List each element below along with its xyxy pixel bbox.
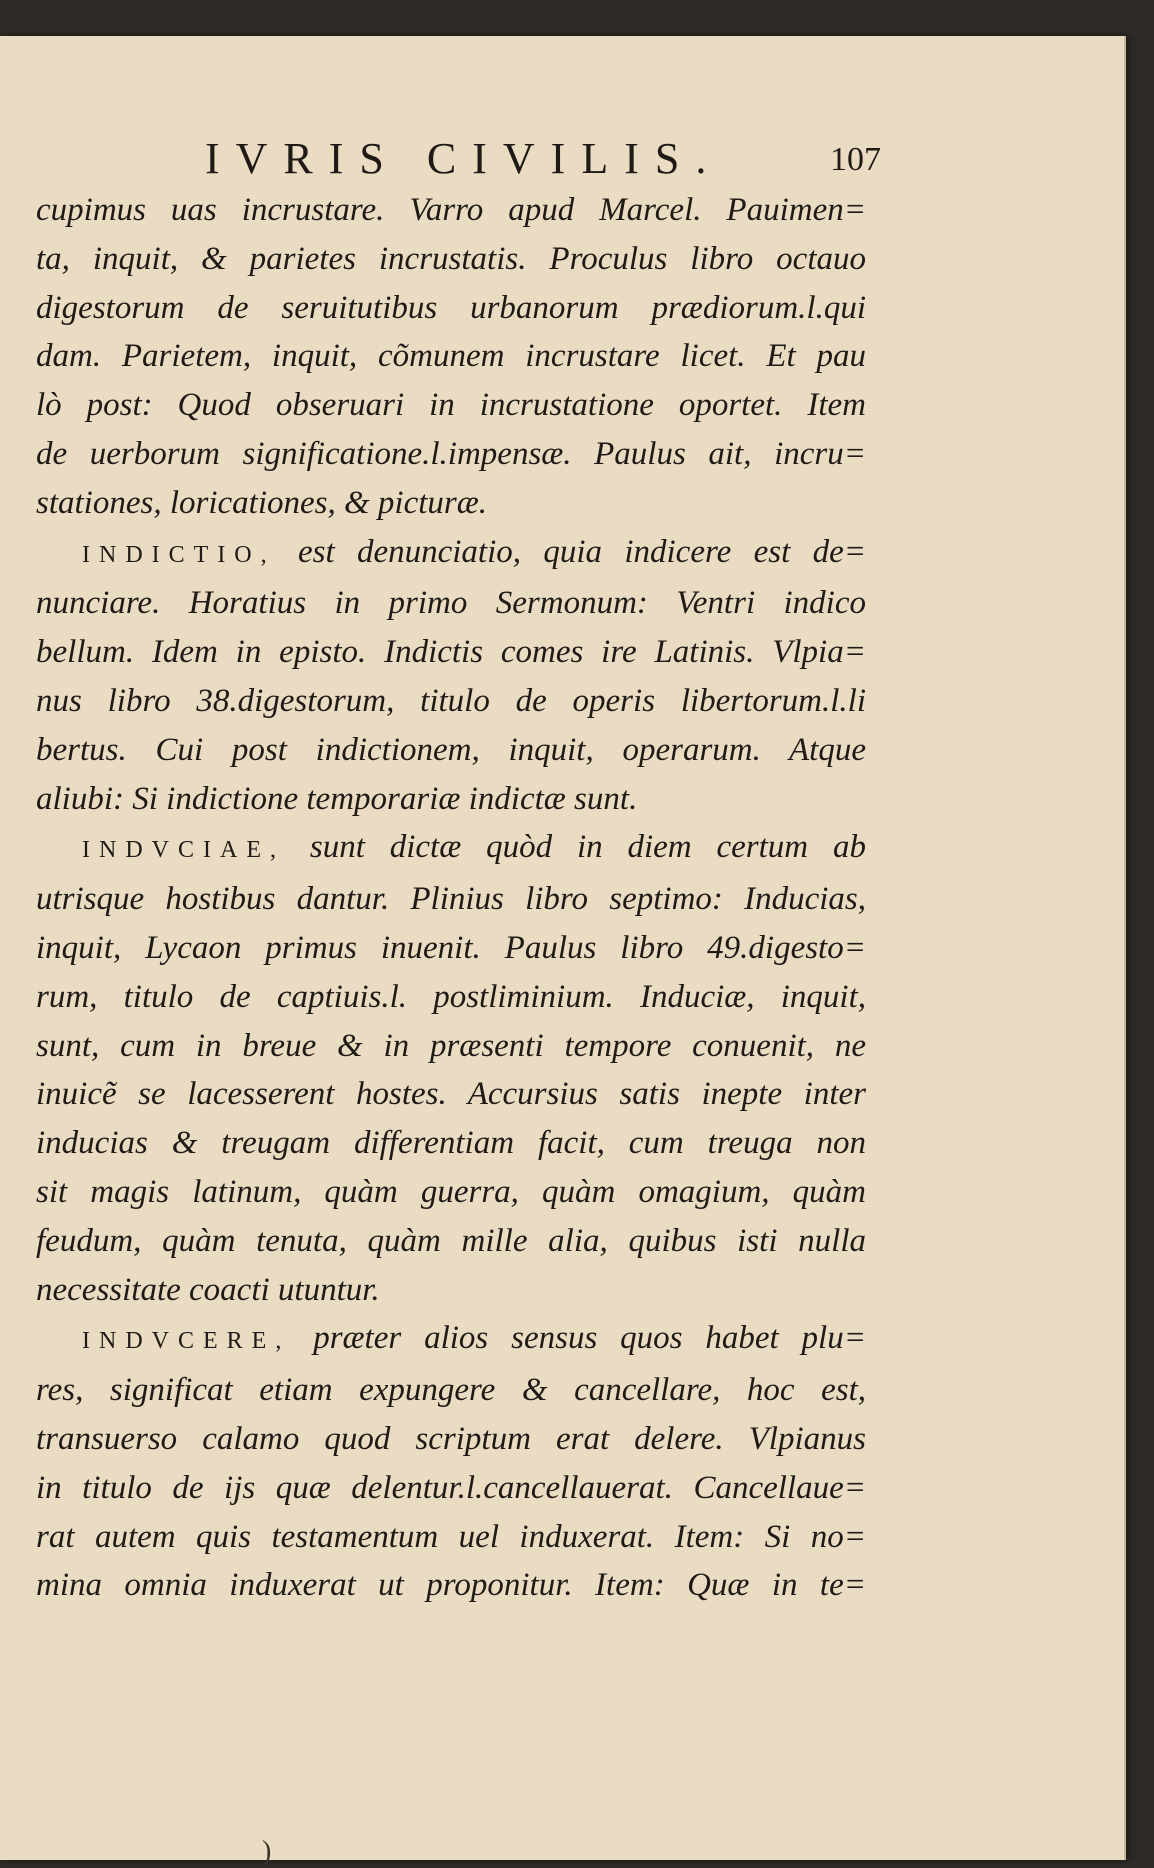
text-line: cupimus uas incrustare. Varro apud Marcel. Pauimen= [36,192,866,228]
entry-first-line [36,528,866,580]
text-line: sunt, cum in breue & in præsenti tempore conuenit, ne [36,1027,866,1064]
text-line: mina omnia induxerat ut proponitur. Item: Quæ in te= [36,1567,866,1604]
text-line: aliubi: Si indictione temporariæ indictæ sunt. [36,780,638,817]
text-line: utrisque hostibus dantur. Plinius libro septimo: Inducias, [36,881,866,918]
entry-headword: INDICTIO, [82,541,276,568]
page-number: 107 [830,141,881,178]
text-line: inducias & treugam differentiam facit, cum treuga non [36,1125,866,1162]
text-line: sit magis latinum, quàm guerra, quàm omagium, quàm [36,1173,866,1210]
entry-first-line [36,823,866,875]
page-header [0,134,1124,184]
margin-mark: ) [262,1836,272,1867]
text-line: bertus. Cui post indictionem, inquit, operarum. Atque [36,731,866,768]
text-line: stationes, loricationes, & picturæ. [36,484,487,521]
text-line-rest: est denunciatio, quia indicere est de= [275,533,866,570]
entry-headword: INDVCIAE, [82,837,285,864]
running-title: IVRIS CIVILIS. [205,134,723,183]
text-line-rest: præter alios sensus quos habet plu= [290,1320,866,1357]
text-line: in titulo de ijs quæ delentur.l.cancellauerat. Cancellaue= [36,1469,866,1506]
body-text [36,186,866,1610]
text-line: res, significat etiam expungere & cancellare, hoc est, [36,1372,866,1409]
text-line: digestorum de seruitutibus urbanorum prædiorum.l.qui [36,289,866,326]
text-line: dam. Parietem, inquit, cõmunem incrustare licet. Et pau [36,338,866,375]
text-line: transuerso calamo quod scriptum erat delere. Vlpianus [36,1420,866,1457]
text-line: nunciare. Horatius in primo Sermonum: Ventri indico [36,585,866,622]
text-line-rest: sunt dictæ quòd in diem certum ab [284,829,866,866]
text-line: lò post: Quod obseruari in incrustatione oportet. Item [36,387,866,424]
text-line: rum, titulo de captiuis.l. postliminium. Induciæ, inquit, [36,978,866,1015]
text-line: nus libro 38.digestorum, titulo de operis libertorum.l.li [36,682,866,719]
text-line: inuicẽ se lacesserent hostes. Accursius satis inepte inter [36,1076,866,1113]
text-line: necessitate coacti utuntur. [36,1271,380,1308]
entry-headword: INDVCERE, [82,1328,291,1355]
text-line: feudum, quàm tenuta, quàm mille alia, quibus isti nulla [36,1222,866,1259]
book-page [0,36,1126,1867]
entry-first-line [36,1314,866,1366]
text-line: rat autem quis testamentum uel induxerat. Item: Si no= [36,1518,866,1555]
text-line: ta, inquit, & parietes incrustatis. Proculus libro octauo [36,240,866,277]
text-line: de uerborum significatione.l.impensæ. Paulus ait, incru= [36,435,866,472]
text-line: bellum. Idem in episto. Indictis comes ire Latinis. Vlpia= [36,634,866,671]
text-line: inquit, Lycaon primus inuenit. Paulus libro 49.digesto= [36,929,866,966]
